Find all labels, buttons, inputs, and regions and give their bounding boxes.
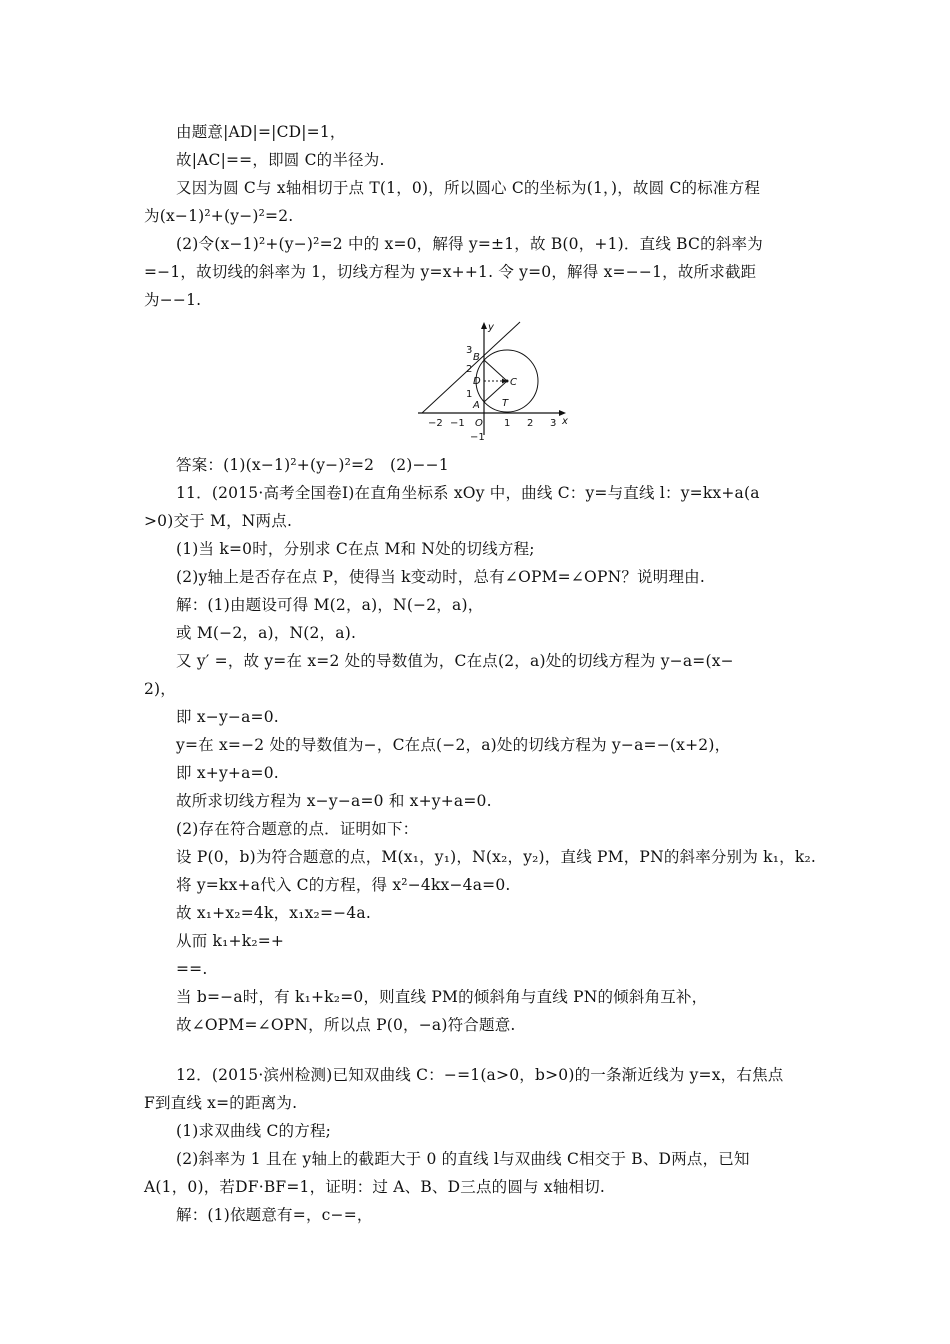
text-line: (2)存在符合题意的点．证明如下： [176,820,419,838]
text-line: 11．(2015·高考全国卷Ⅰ)在直角坐标系 xOy 中，曲线 C：y=与直线 l：y=kx+a(a [176,484,760,502]
origin-label: O [475,418,483,429]
x-tick-label: 2 [527,418,534,429]
text-line: 答案：(1)(x−1)²+(y−)²=2 (2)−−1 [176,456,449,474]
text-line: 解：(1)由题设可得 M(2，a)，N(−2，a)， [176,596,484,614]
x-tick-label: −1 [450,418,465,429]
text-line: 或 M(−2，a)，N(2，a). [176,624,357,642]
x-tick-label: −2 [428,418,443,429]
text-line: A(1，0)，若DF·BF=1，证明：过 A、B、D三点的圆与 x轴相切. [144,1178,606,1196]
text-line: 为−−1. [144,291,202,309]
text-line: 故∠OPM=∠OPN，所以点 P(0，−a)符合题意. [176,1016,516,1034]
text-line: 故|AC|==，即圆 C的半径为. [176,151,385,169]
text-line: (2)斜率为 1 且在 y轴上的截距大于 0 的直线 l与双曲线 C相交于 B、D两点，已知 [176,1150,750,1168]
text-line: (2)y轴上是否存在点 P，使得当 k变动时，总有∠OPM=∠OPN？说明理由. [176,568,705,586]
x-tick-label: 3 [550,418,557,429]
y-axis-label: y [488,322,494,333]
y-axis-arrow [481,322,487,329]
point-label: D [473,376,481,387]
text-line: 当 b=−a时，有 k₁+k₂=0，则直线 PM的倾斜角与直线 PN的倾斜角互补， [176,988,708,1006]
text-line: 故 x₁+x₂=4k，x₁x₂=−4a. [176,904,371,922]
text-line: 由题意|AD|=|CD|=1， [176,123,346,141]
y-tick-label: −1 [470,432,485,443]
text-line: ==. [176,960,208,978]
text-line: 又因为圆 C与 x轴相切于点 T(1，0)，所以圆心 C的坐标为(1，)，故圆 C的标准方程 [176,179,761,197]
text-line: 为(x−1)²+(y−)²=2. [144,207,294,225]
text-line: 设 P(0，b)为符合题意的点，M(x₁，y₁)，N(x₂，y₂)，直线 PM，PN的斜率分别为 k₁，k₂. [176,848,816,866]
text-line: 即 x+y+a=0. [176,764,279,782]
circle-tangent-figure [412,320,572,445]
text-line: =−1，故切线的斜率为 1，切线方程为 y=x++1. 令 y=0，解得 x=−−1，故所求截距 [144,263,757,281]
text-line: 又 y′ =，故 y=在 x=2 处的导数值为，C在点(2，a)处的切线方程为 y−a=(x− [176,652,734,670]
text-line: (2)令(x−1)²+(y−)²=2 中的 x=0，解得 y=±1，故 B(0，+1)．直线 BC的斜率为 [176,235,763,253]
y-tick-label: 3 [466,345,473,356]
point-label: A [473,400,480,411]
x-tick-label: 1 [504,418,511,429]
text-line: 12．(2015·滨州检测)已知双曲线 C：−=1(a>0，b>0)的一条渐近线为 y=x，右焦点 [176,1066,784,1084]
text-line: 故所求切线方程为 x−y−a=0 和 x+y+a=0. [176,792,492,810]
text-line: 从而 k₁+k₂=+ [176,932,285,950]
point-label: C [510,377,517,388]
text-line: F到直线 x=的距离为. [144,1094,298,1112]
text-line: (1)当 k=0时，分别求 C在点 M和 N处的切线方程; [176,540,535,558]
text-line: 将 y=kx+a代入 C的方程，得 x²−4kx−4a=0. [176,876,511,894]
point-c-dot [506,380,509,383]
text-line: y=在 x=−2 处的导数值为−，C在点(−2，a)处的切线方程为 y−a=−(x+2)， [176,736,731,754]
text-line: (1)求双曲线 C的方程; [176,1122,332,1140]
text-line: 解：(1)依题意有=，c−=， [176,1206,373,1224]
point-label: T [502,398,509,409]
text-line: 2)， [144,680,177,698]
segment-bc [484,360,507,381]
text-line: 即 x−y−a=0. [176,708,279,726]
point-label: B [473,352,480,363]
x-axis-label: x [562,416,568,427]
y-tick-label: 1 [466,389,473,400]
text-line: >0)交于 M，N两点. [144,512,293,530]
y-tick-label: 2 [466,364,473,375]
